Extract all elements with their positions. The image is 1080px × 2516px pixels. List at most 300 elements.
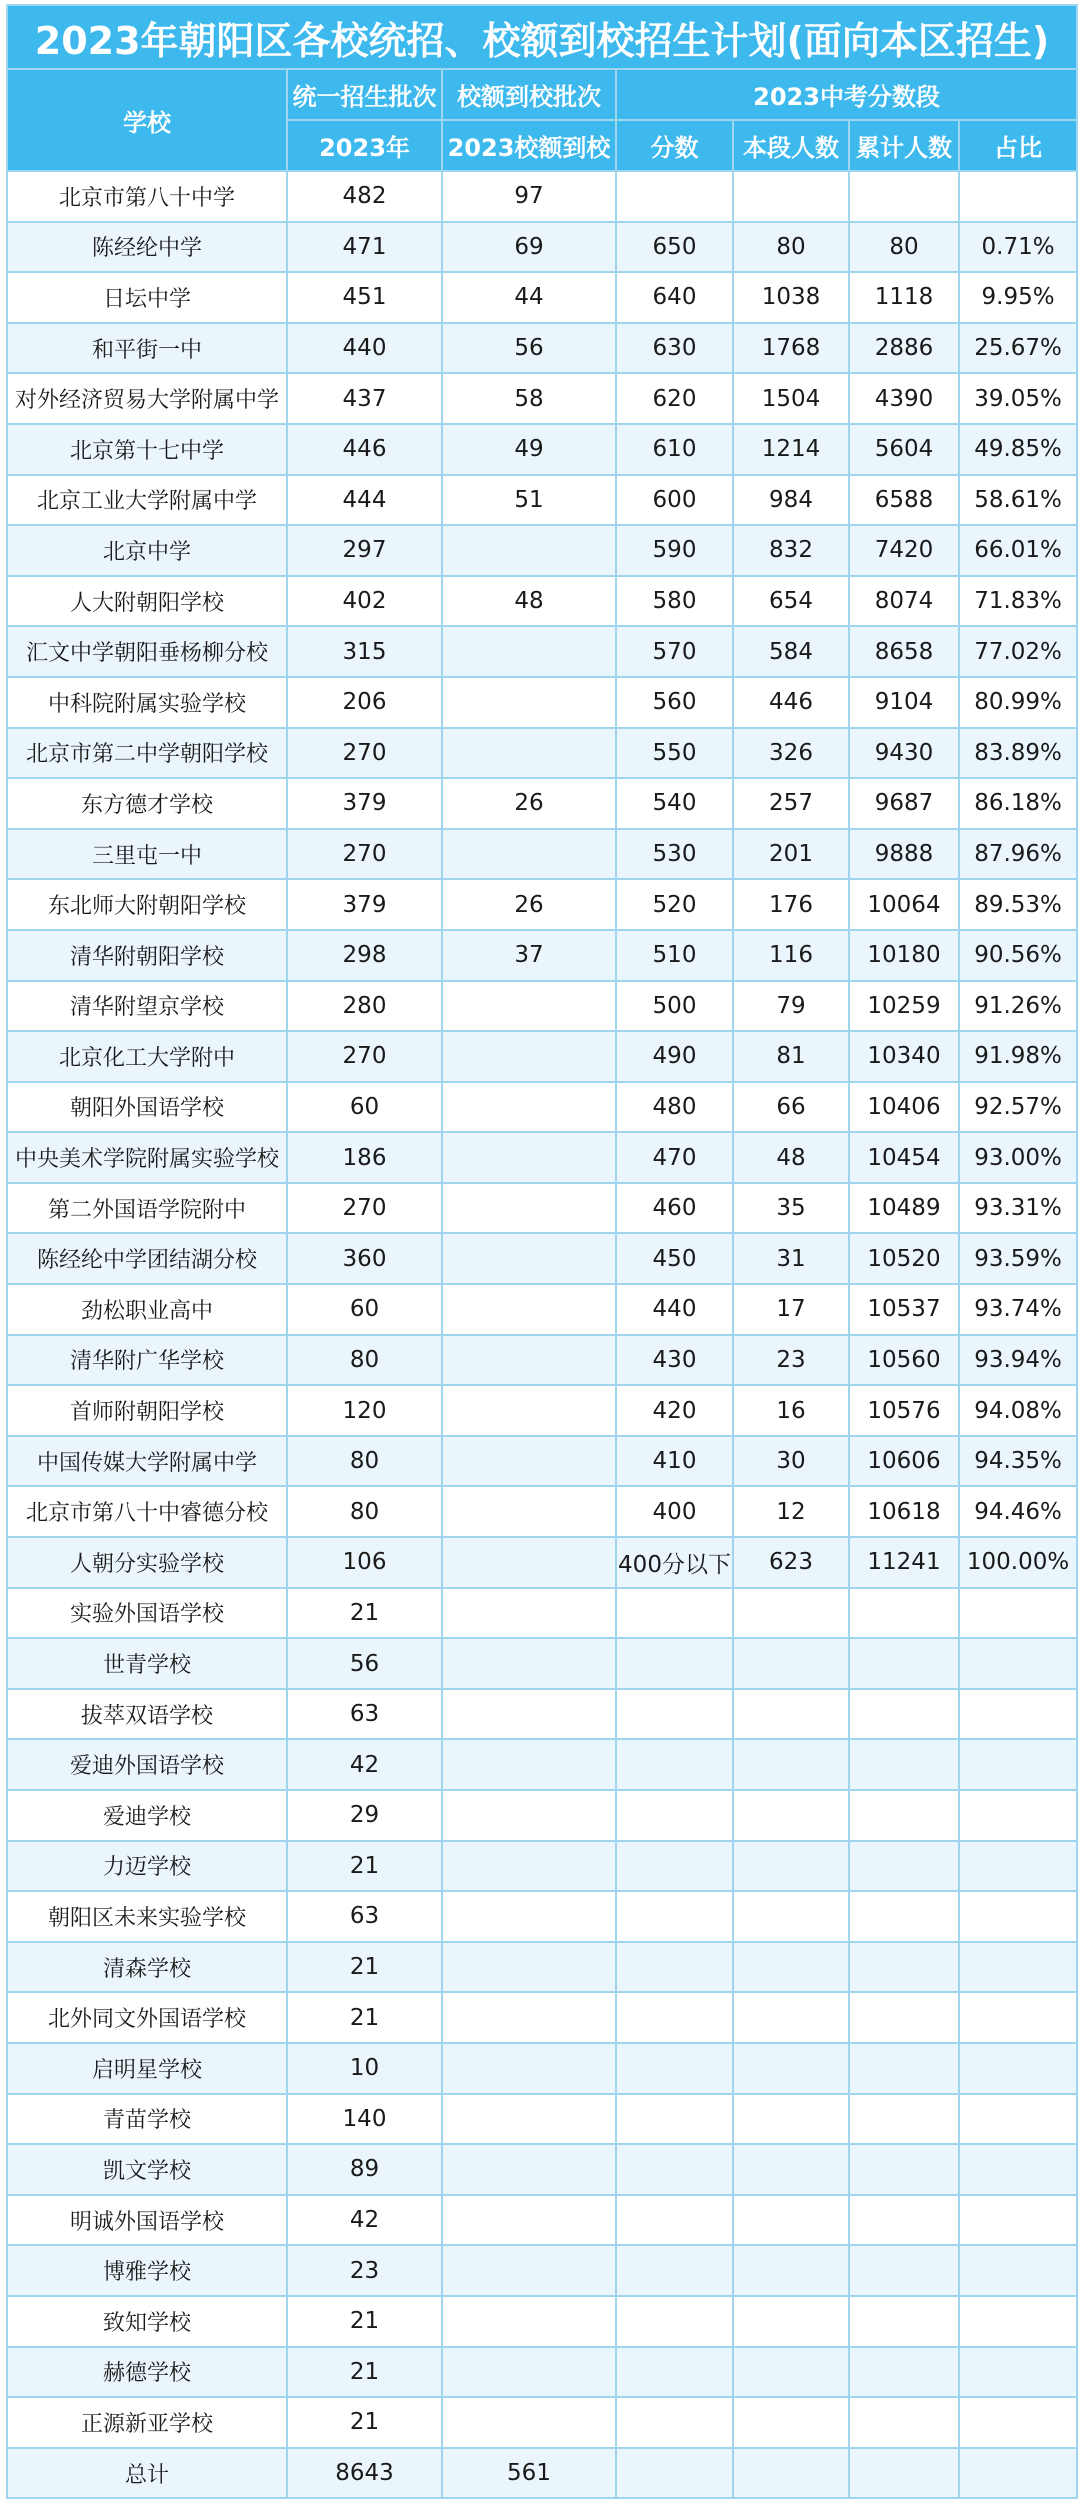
cell-cumulative: 10406 (849, 1082, 959, 1133)
table-row (7, 475, 1077, 526)
cell-unified-2023: 80 (287, 1436, 442, 1487)
cell-score (616, 2448, 733, 2499)
cell-quota-2023: 26 (442, 879, 616, 930)
cell-school: 北京中学 (7, 525, 287, 576)
cell-cumulative (849, 1891, 959, 1942)
cell-score: 450 (616, 1233, 733, 1284)
cell-percent: 93.74% (959, 1284, 1077, 1335)
cell-unified-2023: 23 (287, 2245, 442, 2296)
cell-percent (959, 1992, 1077, 2043)
cell-percent (959, 1841, 1077, 1892)
cell-school: 劲松职业高中 (7, 1284, 287, 1335)
table-row (7, 222, 1077, 273)
cell-percent: 71.83% (959, 576, 1077, 627)
table-row (7, 2347, 1077, 2398)
header-school: 学校 (7, 69, 287, 171)
cell-percent: 94.35% (959, 1436, 1077, 1487)
cell-quota-2023 (442, 1537, 616, 1588)
cell-score: 510 (616, 930, 733, 981)
cell-percent (959, 1638, 1077, 1689)
cell-percent: 25.67% (959, 323, 1077, 374)
cell-percent: 49.85% (959, 424, 1077, 475)
cell-percent (959, 2245, 1077, 2296)
cell-count: 1214 (733, 424, 849, 475)
cell-percent: 39.05% (959, 373, 1077, 424)
cell-score (616, 171, 733, 222)
table-row (7, 2245, 1077, 2296)
cell-unified-2023: 21 (287, 1992, 442, 2043)
cell-score: 400分以下 (616, 1537, 733, 1588)
cell-count: 654 (733, 576, 849, 627)
table-row (7, 2296, 1077, 2347)
table-row (7, 1588, 1077, 1639)
cell-percent: 66.01% (959, 525, 1077, 576)
cell-count: 176 (733, 879, 849, 930)
cell-school: 陈经纶中学 (7, 222, 287, 273)
cell-quota-2023 (442, 1992, 616, 2043)
cell-school: 北京第十七中学 (7, 424, 287, 475)
cell-quota-2023 (442, 829, 616, 880)
cell-cumulative (849, 2296, 959, 2347)
cell-count (733, 2245, 849, 2296)
cell-cumulative: 9104 (849, 677, 959, 728)
cell-count: 30 (733, 1436, 849, 1487)
cell-percent (959, 171, 1077, 222)
cell-quota-2023 (442, 2144, 616, 2195)
header-unified-year: 2023年 (287, 120, 442, 171)
cell-school: 人大附朝阳学校 (7, 576, 287, 627)
cell-percent: 90.56% (959, 930, 1077, 981)
cell-count: 623 (733, 1537, 849, 1588)
header-unified-batch: 统一招生批次 (287, 69, 442, 120)
cell-quota-2023 (442, 1233, 616, 1284)
cell-percent (959, 2296, 1077, 2347)
cell-percent: 9.95% (959, 272, 1077, 323)
cell-unified-2023: 270 (287, 1031, 442, 1082)
table-row (7, 2144, 1077, 2195)
cell-school: 北外同文外国语学校 (7, 1992, 287, 2043)
cell-count: 23 (733, 1335, 849, 1386)
cell-percent: 86.18% (959, 778, 1077, 829)
table-row (7, 1486, 1077, 1537)
cell-score (616, 1942, 733, 1993)
cell-quota-2023 (442, 2094, 616, 2145)
cell-school: 爱迪外国语学校 (7, 1739, 287, 1790)
cell-score: 470 (616, 1132, 733, 1183)
table-row (7, 1537, 1077, 1588)
cell-count: 79 (733, 981, 849, 1032)
cell-school: 清华附朝阳学校 (7, 930, 287, 981)
cell-unified-2023: 402 (287, 576, 442, 627)
cell-cumulative: 10454 (849, 1132, 959, 1183)
cell-count: 48 (733, 1132, 849, 1183)
cell-percent: 58.61% (959, 475, 1077, 526)
cell-quota-2023: 56 (442, 323, 616, 374)
table-row (7, 1790, 1077, 1841)
cell-percent: 93.59% (959, 1233, 1077, 1284)
cell-unified-2023: 315 (287, 626, 442, 677)
cell-school: 北京市第二中学朝阳学校 (7, 728, 287, 779)
table-row (7, 2094, 1077, 2145)
cell-school: 朝阳区未来实验学校 (7, 1891, 287, 1942)
cell-cumulative: 10520 (849, 1233, 959, 1284)
cell-cumulative: 10618 (849, 1486, 959, 1537)
cell-score: 520 (616, 879, 733, 930)
cell-cumulative: 4390 (849, 373, 959, 424)
cell-unified-2023: 21 (287, 2296, 442, 2347)
cell-quota-2023 (442, 1436, 616, 1487)
cell-count: 832 (733, 525, 849, 576)
cell-cumulative (849, 2144, 959, 2195)
cell-score (616, 1689, 733, 1740)
cell-percent: 93.00% (959, 1132, 1077, 1183)
cell-cumulative (849, 1942, 959, 1993)
table-row (7, 981, 1077, 1032)
table-title: 2023年朝阳区各校统招、校额到校招生计划(面向本区招生) (7, 5, 1077, 69)
cell-quota-2023: 49 (442, 424, 616, 475)
cell-quota-2023 (442, 2347, 616, 2398)
cell-school: 清森学校 (7, 1942, 287, 1993)
cell-cumulative: 10489 (849, 1183, 959, 1234)
cell-percent (959, 2094, 1077, 2145)
cell-unified-2023: 42 (287, 2195, 442, 2246)
cell-count: 326 (733, 728, 849, 779)
table-row (7, 1284, 1077, 1335)
cell-score: 460 (616, 1183, 733, 1234)
cell-count (733, 2144, 849, 2195)
cell-cumulative (849, 2347, 959, 2398)
cell-score (616, 2094, 733, 2145)
cell-count: 201 (733, 829, 849, 880)
cell-school: 拔萃双语学校 (7, 1689, 287, 1740)
cell-count: 16 (733, 1385, 849, 1436)
cell-quota-2023: 561 (442, 2448, 616, 2499)
cell-score: 530 (616, 829, 733, 880)
cell-score: 580 (616, 576, 733, 627)
cell-quota-2023 (442, 1385, 616, 1436)
table-row (7, 576, 1077, 627)
cell-score: 550 (616, 728, 733, 779)
cell-school: 三里屯一中 (7, 829, 287, 880)
cell-cumulative (849, 2043, 959, 2094)
cell-count: 1768 (733, 323, 849, 374)
table-body (7, 171, 1077, 2498)
cell-quota-2023 (442, 1588, 616, 1639)
cell-score (616, 2195, 733, 2246)
table-row (7, 1436, 1077, 1487)
cell-unified-2023: 56 (287, 1638, 442, 1689)
cell-count (733, 2195, 849, 2246)
cell-unified-2023: 80 (287, 1335, 442, 1386)
table-row (7, 1082, 1077, 1133)
header-count: 本段人数 (733, 120, 849, 171)
cell-cumulative: 10576 (849, 1385, 959, 1436)
cell-school: 明诚外国语学校 (7, 2195, 287, 2246)
cell-percent: 93.94% (959, 1335, 1077, 1386)
cell-quota-2023: 44 (442, 272, 616, 323)
table-row (7, 2195, 1077, 2246)
cell-quota-2023 (442, 1841, 616, 1892)
cell-cumulative: 2886 (849, 323, 959, 374)
cell-unified-2023: 89 (287, 2144, 442, 2195)
cell-unified-2023: 42 (287, 1739, 442, 1790)
cell-percent: 100.00% (959, 1537, 1077, 1588)
cell-cumulative (849, 1992, 959, 2043)
cell-quota-2023: 48 (442, 576, 616, 627)
cell-score: 610 (616, 424, 733, 475)
cell-score (616, 2397, 733, 2448)
cell-percent (959, 2043, 1077, 2094)
cell-percent: 87.96% (959, 829, 1077, 880)
table-row (7, 1841, 1077, 1892)
table-row (7, 171, 1077, 222)
cell-quota-2023: 51 (442, 475, 616, 526)
cell-cumulative: 11241 (849, 1537, 959, 1588)
cell-count (733, 2094, 849, 2145)
cell-score (616, 2296, 733, 2347)
table-row (7, 525, 1077, 576)
cell-unified-2023: 60 (287, 1082, 442, 1133)
cell-school: 中国传媒大学附属中学 (7, 1436, 287, 1487)
cell-quota-2023 (442, 1942, 616, 1993)
cell-school: 凯文学校 (7, 2144, 287, 2195)
cell-cumulative: 8658 (849, 626, 959, 677)
cell-score (616, 1992, 733, 2043)
table-row (7, 626, 1077, 677)
cell-score: 540 (616, 778, 733, 829)
cell-cumulative (849, 1790, 959, 1841)
header-quota-batch: 校额到校批次 (442, 69, 616, 120)
cell-percent: 93.31% (959, 1183, 1077, 1234)
cell-unified-2023: 206 (287, 677, 442, 728)
cell-score: 600 (616, 475, 733, 526)
cell-cumulative: 8074 (849, 576, 959, 627)
cell-percent (959, 1689, 1077, 1740)
cell-cumulative: 10180 (849, 930, 959, 981)
cell-unified-2023: 360 (287, 1233, 442, 1284)
cell-percent: 92.57% (959, 1082, 1077, 1133)
cell-score: 500 (616, 981, 733, 1032)
cell-school: 北京工业大学附属中学 (7, 475, 287, 526)
cell-count: 35 (733, 1183, 849, 1234)
cell-percent: 80.99% (959, 677, 1077, 728)
cell-count (733, 1638, 849, 1689)
cell-quota-2023 (442, 728, 616, 779)
cell-quota-2023 (442, 677, 616, 728)
cell-unified-2023: 80 (287, 1486, 442, 1537)
cell-unified-2023: 437 (287, 373, 442, 424)
table-row (7, 1335, 1077, 1386)
cell-count: 1504 (733, 373, 849, 424)
cell-count (733, 1992, 849, 2043)
cell-percent (959, 2347, 1077, 2398)
cell-percent (959, 1891, 1077, 1942)
cell-quota-2023: 97 (442, 171, 616, 222)
table-row (7, 1942, 1077, 1993)
cell-school: 对外经济贸易大学附属中学 (7, 373, 287, 424)
cell-score: 400 (616, 1486, 733, 1537)
cell-school: 陈经纶中学团结湖分校 (7, 1233, 287, 1284)
cell-cumulative (849, 2448, 959, 2499)
cell-quota-2023 (442, 1335, 616, 1386)
cell-score: 620 (616, 373, 733, 424)
cell-quota-2023 (442, 2195, 616, 2246)
cell-unified-2023: 140 (287, 2094, 442, 2145)
table-row (7, 1233, 1077, 1284)
table-row (7, 1891, 1077, 1942)
cell-unified-2023: 270 (287, 1183, 442, 1234)
cell-cumulative: 10606 (849, 1436, 959, 1487)
cell-count (733, 2043, 849, 2094)
cell-score (616, 1739, 733, 1790)
cell-unified-2023: 482 (287, 171, 442, 222)
cell-unified-2023: 298 (287, 930, 442, 981)
cell-school: 首师附朝阳学校 (7, 1385, 287, 1436)
cell-quota-2023: 69 (442, 222, 616, 273)
cell-percent (959, 1739, 1077, 1790)
cell-school: 清华附望京学校 (7, 981, 287, 1032)
cell-percent: 94.08% (959, 1385, 1077, 1436)
cell-quota-2023 (442, 525, 616, 576)
cell-cumulative: 10537 (849, 1284, 959, 1335)
cell-cumulative: 7420 (849, 525, 959, 576)
cell-cumulative: 10259 (849, 981, 959, 1032)
cell-count (733, 1689, 849, 1740)
cell-cumulative (849, 2245, 959, 2296)
cell-score (616, 1841, 733, 1892)
cell-school: 第二外国语学院附中 (7, 1183, 287, 1234)
cell-school: 朝阳外国语学校 (7, 1082, 287, 1133)
table-row (7, 829, 1077, 880)
cell-school: 实验外国语学校 (7, 1588, 287, 1639)
cell-quota-2023 (442, 2296, 616, 2347)
cell-percent: 89.53% (959, 879, 1077, 930)
cell-count: 80 (733, 222, 849, 273)
header-percent: 占比 (959, 120, 1077, 171)
cell-score: 640 (616, 272, 733, 323)
table-row (7, 1739, 1077, 1790)
cell-cumulative (849, 2094, 959, 2145)
cell-unified-2023: 8643 (287, 2448, 442, 2499)
cell-unified-2023: 63 (287, 1689, 442, 1740)
cell-cumulative (849, 1739, 959, 1790)
header-cumulative: 累计人数 (849, 120, 959, 171)
cell-count (733, 2296, 849, 2347)
cell-score: 410 (616, 1436, 733, 1487)
cell-quota-2023 (442, 1891, 616, 1942)
cell-quota-2023 (442, 2245, 616, 2296)
cell-quota-2023 (442, 1183, 616, 1234)
cell-quota-2023: 37 (442, 930, 616, 981)
cell-unified-2023: 21 (287, 1841, 442, 1892)
cell-count: 31 (733, 1233, 849, 1284)
cell-cumulative: 5604 (849, 424, 959, 475)
table-row (7, 373, 1077, 424)
cell-cumulative: 10340 (849, 1031, 959, 1082)
cell-unified-2023: 21 (287, 2397, 442, 2448)
cell-school: 世青学校 (7, 1638, 287, 1689)
cell-school: 青苗学校 (7, 2094, 287, 2145)
cell-school: 日坛中学 (7, 272, 287, 323)
cell-school: 总计 (7, 2448, 287, 2499)
cell-school: 北京市第八十中学 (7, 171, 287, 222)
cell-count (733, 2397, 849, 2448)
table-row (7, 2397, 1077, 2448)
cell-school: 和平街一中 (7, 323, 287, 374)
cell-score: 630 (616, 323, 733, 374)
cell-cumulative (849, 171, 959, 222)
cell-quota-2023 (442, 1638, 616, 1689)
cell-score (616, 2347, 733, 2398)
cell-score (616, 2043, 733, 2094)
cell-count (733, 1891, 849, 1942)
cell-count (733, 1588, 849, 1639)
cell-unified-2023: 29 (287, 1790, 442, 1841)
table-row (7, 424, 1077, 475)
cell-count (733, 2347, 849, 2398)
cell-score (616, 1891, 733, 1942)
cell-quota-2023 (442, 1082, 616, 1133)
cell-quota-2023 (442, 626, 616, 677)
cell-count: 12 (733, 1486, 849, 1537)
cell-school: 北京市第八十中睿德分校 (7, 1486, 287, 1537)
table-row (7, 930, 1077, 981)
cell-unified-2023: 63 (287, 1891, 442, 1942)
cell-unified-2023: 379 (287, 879, 442, 930)
cell-cumulative: 10560 (849, 1335, 959, 1386)
enrollment-sheet (6, 4, 1076, 2499)
cell-score: 480 (616, 1082, 733, 1133)
cell-cumulative: 9687 (849, 778, 959, 829)
table-row (7, 1992, 1077, 2043)
cell-percent: 94.46% (959, 1486, 1077, 1537)
cell-school: 北京化工大学附中 (7, 1031, 287, 1082)
cell-quota-2023 (442, 1284, 616, 1335)
cell-count (733, 1739, 849, 1790)
cell-cumulative (849, 1638, 959, 1689)
cell-unified-2023: 280 (287, 981, 442, 1032)
cell-school: 东方德才学校 (7, 778, 287, 829)
cell-percent: 91.26% (959, 981, 1077, 1032)
table-row (7, 1132, 1077, 1183)
cell-count: 1038 (733, 272, 849, 323)
cell-cumulative: 80 (849, 222, 959, 273)
cell-percent (959, 1588, 1077, 1639)
cell-unified-2023: 379 (287, 778, 442, 829)
table-row (7, 778, 1077, 829)
cell-unified-2023: 270 (287, 829, 442, 880)
cell-quota-2023 (442, 1486, 616, 1537)
cell-percent (959, 1942, 1077, 1993)
cell-cumulative: 9430 (849, 728, 959, 779)
cell-count: 446 (733, 677, 849, 728)
cell-count: 984 (733, 475, 849, 526)
cell-percent (959, 1790, 1077, 1841)
header-score: 分数 (616, 120, 733, 171)
enrollment-table (6, 4, 1078, 2499)
cell-school: 博雅学校 (7, 2245, 287, 2296)
cell-school: 清华附广华学校 (7, 1335, 287, 1386)
cell-school: 启明星学校 (7, 2043, 287, 2094)
cell-percent (959, 2144, 1077, 2195)
cell-count: 584 (733, 626, 849, 677)
cell-score: 440 (616, 1284, 733, 1335)
cell-percent (959, 2448, 1077, 2499)
cell-cumulative (849, 2397, 959, 2448)
cell-unified-2023: 446 (287, 424, 442, 475)
cell-count (733, 171, 849, 222)
table-row (7, 2448, 1077, 2499)
